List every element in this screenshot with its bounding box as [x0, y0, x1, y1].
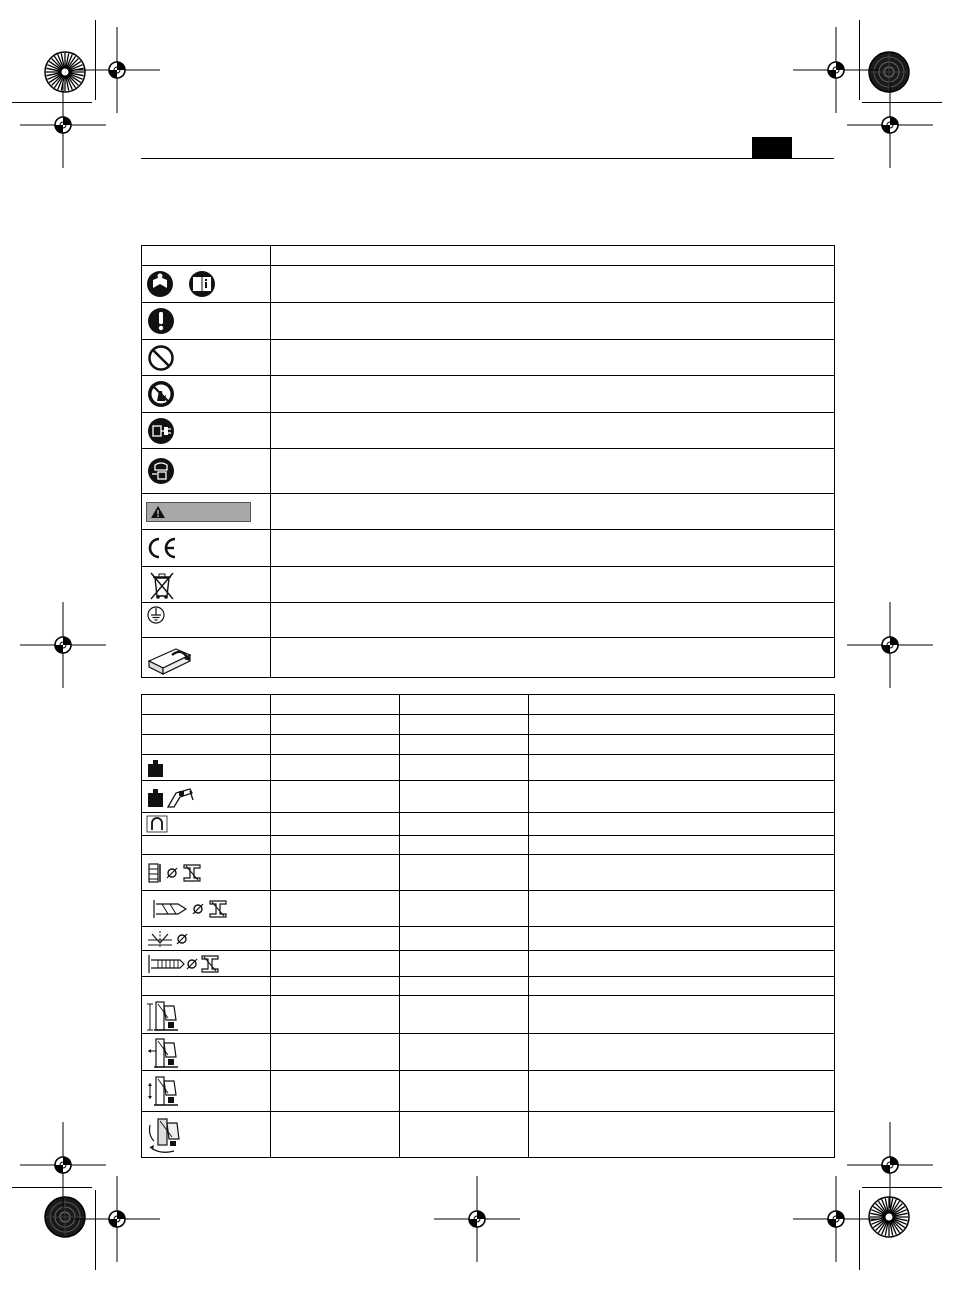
spec-icon-cell	[142, 813, 271, 836]
symbols-table	[141, 245, 835, 678]
twist-drill-icon	[146, 897, 230, 921]
table-row	[142, 1071, 835, 1112]
spec-cell	[271, 951, 400, 977]
spec-icon-cell	[142, 996, 271, 1034]
symbol-cell	[142, 413, 271, 449]
steel-beam-icon	[210, 901, 226, 917]
spec-cell	[529, 977, 835, 996]
weight-icon	[146, 785, 194, 809]
symbol-cell	[142, 530, 271, 567]
table-row	[142, 715, 835, 735]
specs-header-cell	[142, 695, 271, 715]
table-row	[142, 781, 835, 813]
tap-icon	[146, 953, 222, 975]
spec-cell	[142, 735, 271, 755]
core-cutter-icon	[146, 861, 206, 885]
spec-cell	[400, 927, 529, 951]
symbol-cell	[142, 494, 271, 530]
symbol-meaning	[271, 413, 835, 449]
symbol-cell	[142, 603, 271, 638]
spec-cell	[400, 715, 529, 735]
warning-label-icon	[146, 502, 251, 522]
table-row	[142, 303, 835, 340]
specs-header-cell	[271, 695, 400, 715]
spec-cell	[529, 1112, 835, 1158]
spec-cell	[529, 781, 835, 813]
exclamation-icon	[146, 306, 176, 336]
spec-cell	[400, 1071, 529, 1112]
spec-icon-cell	[142, 855, 271, 891]
table-row	[142, 266, 835, 303]
table-row	[142, 855, 835, 891]
spec-cell	[271, 813, 400, 836]
symbol-cell	[142, 567, 271, 603]
table-row	[142, 638, 835, 678]
table-row	[142, 813, 835, 836]
spec-cell	[400, 891, 529, 927]
spec-cell	[271, 996, 400, 1034]
spec-cell	[529, 1071, 835, 1112]
weight-icon	[146, 758, 166, 778]
spec-cell	[142, 836, 271, 855]
stand-stroke-icon	[146, 998, 180, 1032]
spec-cell	[271, 891, 400, 927]
table-row	[142, 735, 835, 755]
diameter-icon	[177, 934, 187, 944]
spec-icon-cell	[142, 927, 271, 951]
spec-cell	[400, 735, 529, 755]
spec-cell	[400, 781, 529, 813]
spec-cell	[271, 1112, 400, 1158]
symbol-meaning	[271, 449, 835, 494]
spec-cell	[529, 735, 835, 755]
spec-cell	[529, 836, 835, 855]
spec-cell	[529, 755, 835, 781]
table-row	[142, 996, 835, 1034]
read-manual-icon	[146, 269, 216, 299]
spec-cell	[400, 813, 529, 836]
spec-cell	[271, 1071, 400, 1112]
spec-cell	[529, 951, 835, 977]
spec-cell	[271, 781, 400, 813]
case-transport-icon	[146, 641, 198, 675]
symbol-meaning	[271, 494, 835, 530]
spec-cell	[529, 813, 835, 836]
spec-cell	[271, 755, 400, 781]
spec-icon-cell	[142, 951, 271, 977]
unplug-mains-icon	[146, 416, 176, 446]
spec-cell	[271, 855, 400, 891]
spec-cell	[400, 951, 529, 977]
table-row	[142, 1112, 835, 1158]
spec-cell	[529, 927, 835, 951]
spec-icon-cell	[142, 1112, 271, 1158]
steel-beam-icon	[202, 956, 218, 972]
specs-header-cell	[400, 695, 529, 715]
weee-crossed-bin-icon	[146, 569, 178, 601]
table-row	[142, 413, 835, 449]
spec-cell	[400, 855, 529, 891]
spec-cell	[400, 1034, 529, 1071]
table-row	[142, 567, 835, 603]
spec-icon-cell	[142, 891, 271, 927]
spec-cell	[271, 836, 400, 855]
symbol-meaning	[271, 303, 835, 340]
symbol-cell	[142, 340, 271, 376]
spec-icon-cell	[142, 781, 271, 813]
symbol-meaning	[271, 530, 835, 567]
spec-cell	[271, 715, 400, 735]
symbols-header-meaning	[271, 246, 835, 266]
language-tab	[752, 137, 792, 159]
stand-height-icon	[146, 1035, 180, 1069]
prohibition-icon	[146, 343, 176, 373]
table-row	[142, 927, 835, 951]
symbol-meaning	[271, 340, 835, 376]
header-rule	[141, 158, 834, 159]
table-row	[142, 1034, 835, 1071]
table-row	[142, 977, 835, 996]
symbol-cell	[142, 303, 271, 340]
diameter-icon	[167, 868, 177, 878]
spec-cell	[271, 927, 400, 951]
symbols-header-symbol	[142, 246, 271, 266]
spec-cell	[271, 735, 400, 755]
spec-cell	[400, 996, 529, 1034]
spec-cell	[529, 715, 835, 735]
specs-table	[141, 694, 835, 1158]
symbol-meaning	[271, 603, 835, 638]
symbol-cell	[142, 266, 271, 303]
symbol-meaning	[271, 266, 835, 303]
symbol-cell	[142, 376, 271, 413]
diameter-icon	[193, 904, 203, 914]
spec-cell	[271, 977, 400, 996]
spec-cell	[529, 996, 835, 1034]
drill-icon	[168, 789, 193, 807]
table-row	[142, 340, 835, 376]
countersink-icon	[146, 930, 190, 948]
spec-cell	[400, 836, 529, 855]
spec-cell	[400, 755, 529, 781]
table-row	[142, 376, 835, 413]
no-touch-icon	[146, 379, 176, 409]
steel-beam-icon	[184, 865, 200, 881]
symbol-meaning	[271, 638, 835, 678]
stand-depth-icon	[146, 1073, 180, 1109]
symbol-meaning	[271, 567, 835, 603]
earth-ground-icon	[146, 605, 166, 625]
table-row	[142, 891, 835, 927]
symbols-header-row	[142, 246, 835, 266]
magnet-icon	[146, 815, 168, 833]
table-row	[142, 836, 835, 855]
ce-mark-icon	[146, 535, 178, 561]
spec-cell	[400, 1112, 529, 1158]
spec-cell	[142, 977, 271, 996]
symbol-meaning	[271, 376, 835, 413]
spec-cell	[529, 855, 835, 891]
symbol-cell	[142, 449, 271, 494]
table-row	[142, 449, 835, 494]
spec-icon-cell	[142, 1071, 271, 1112]
spec-cell	[400, 977, 529, 996]
table-row	[142, 951, 835, 977]
specs-header-row	[142, 695, 835, 715]
table-row	[142, 530, 835, 567]
specs-header-cell	[529, 695, 835, 715]
spec-icon-cell	[142, 755, 271, 781]
spec-cell	[529, 1034, 835, 1071]
spec-cell	[271, 1034, 400, 1071]
info-booklet-icon	[189, 271, 215, 297]
stand-swivel-icon	[146, 1115, 182, 1155]
symbol-cell	[142, 638, 271, 678]
diameter-icon	[187, 959, 197, 969]
spec-cell	[142, 715, 271, 735]
table-row	[142, 755, 835, 781]
spec-cell	[529, 891, 835, 927]
spec-icon-cell	[142, 1034, 271, 1071]
wear-protection-icon	[146, 456, 176, 486]
table-row	[142, 603, 835, 638]
table-row	[142, 494, 835, 530]
